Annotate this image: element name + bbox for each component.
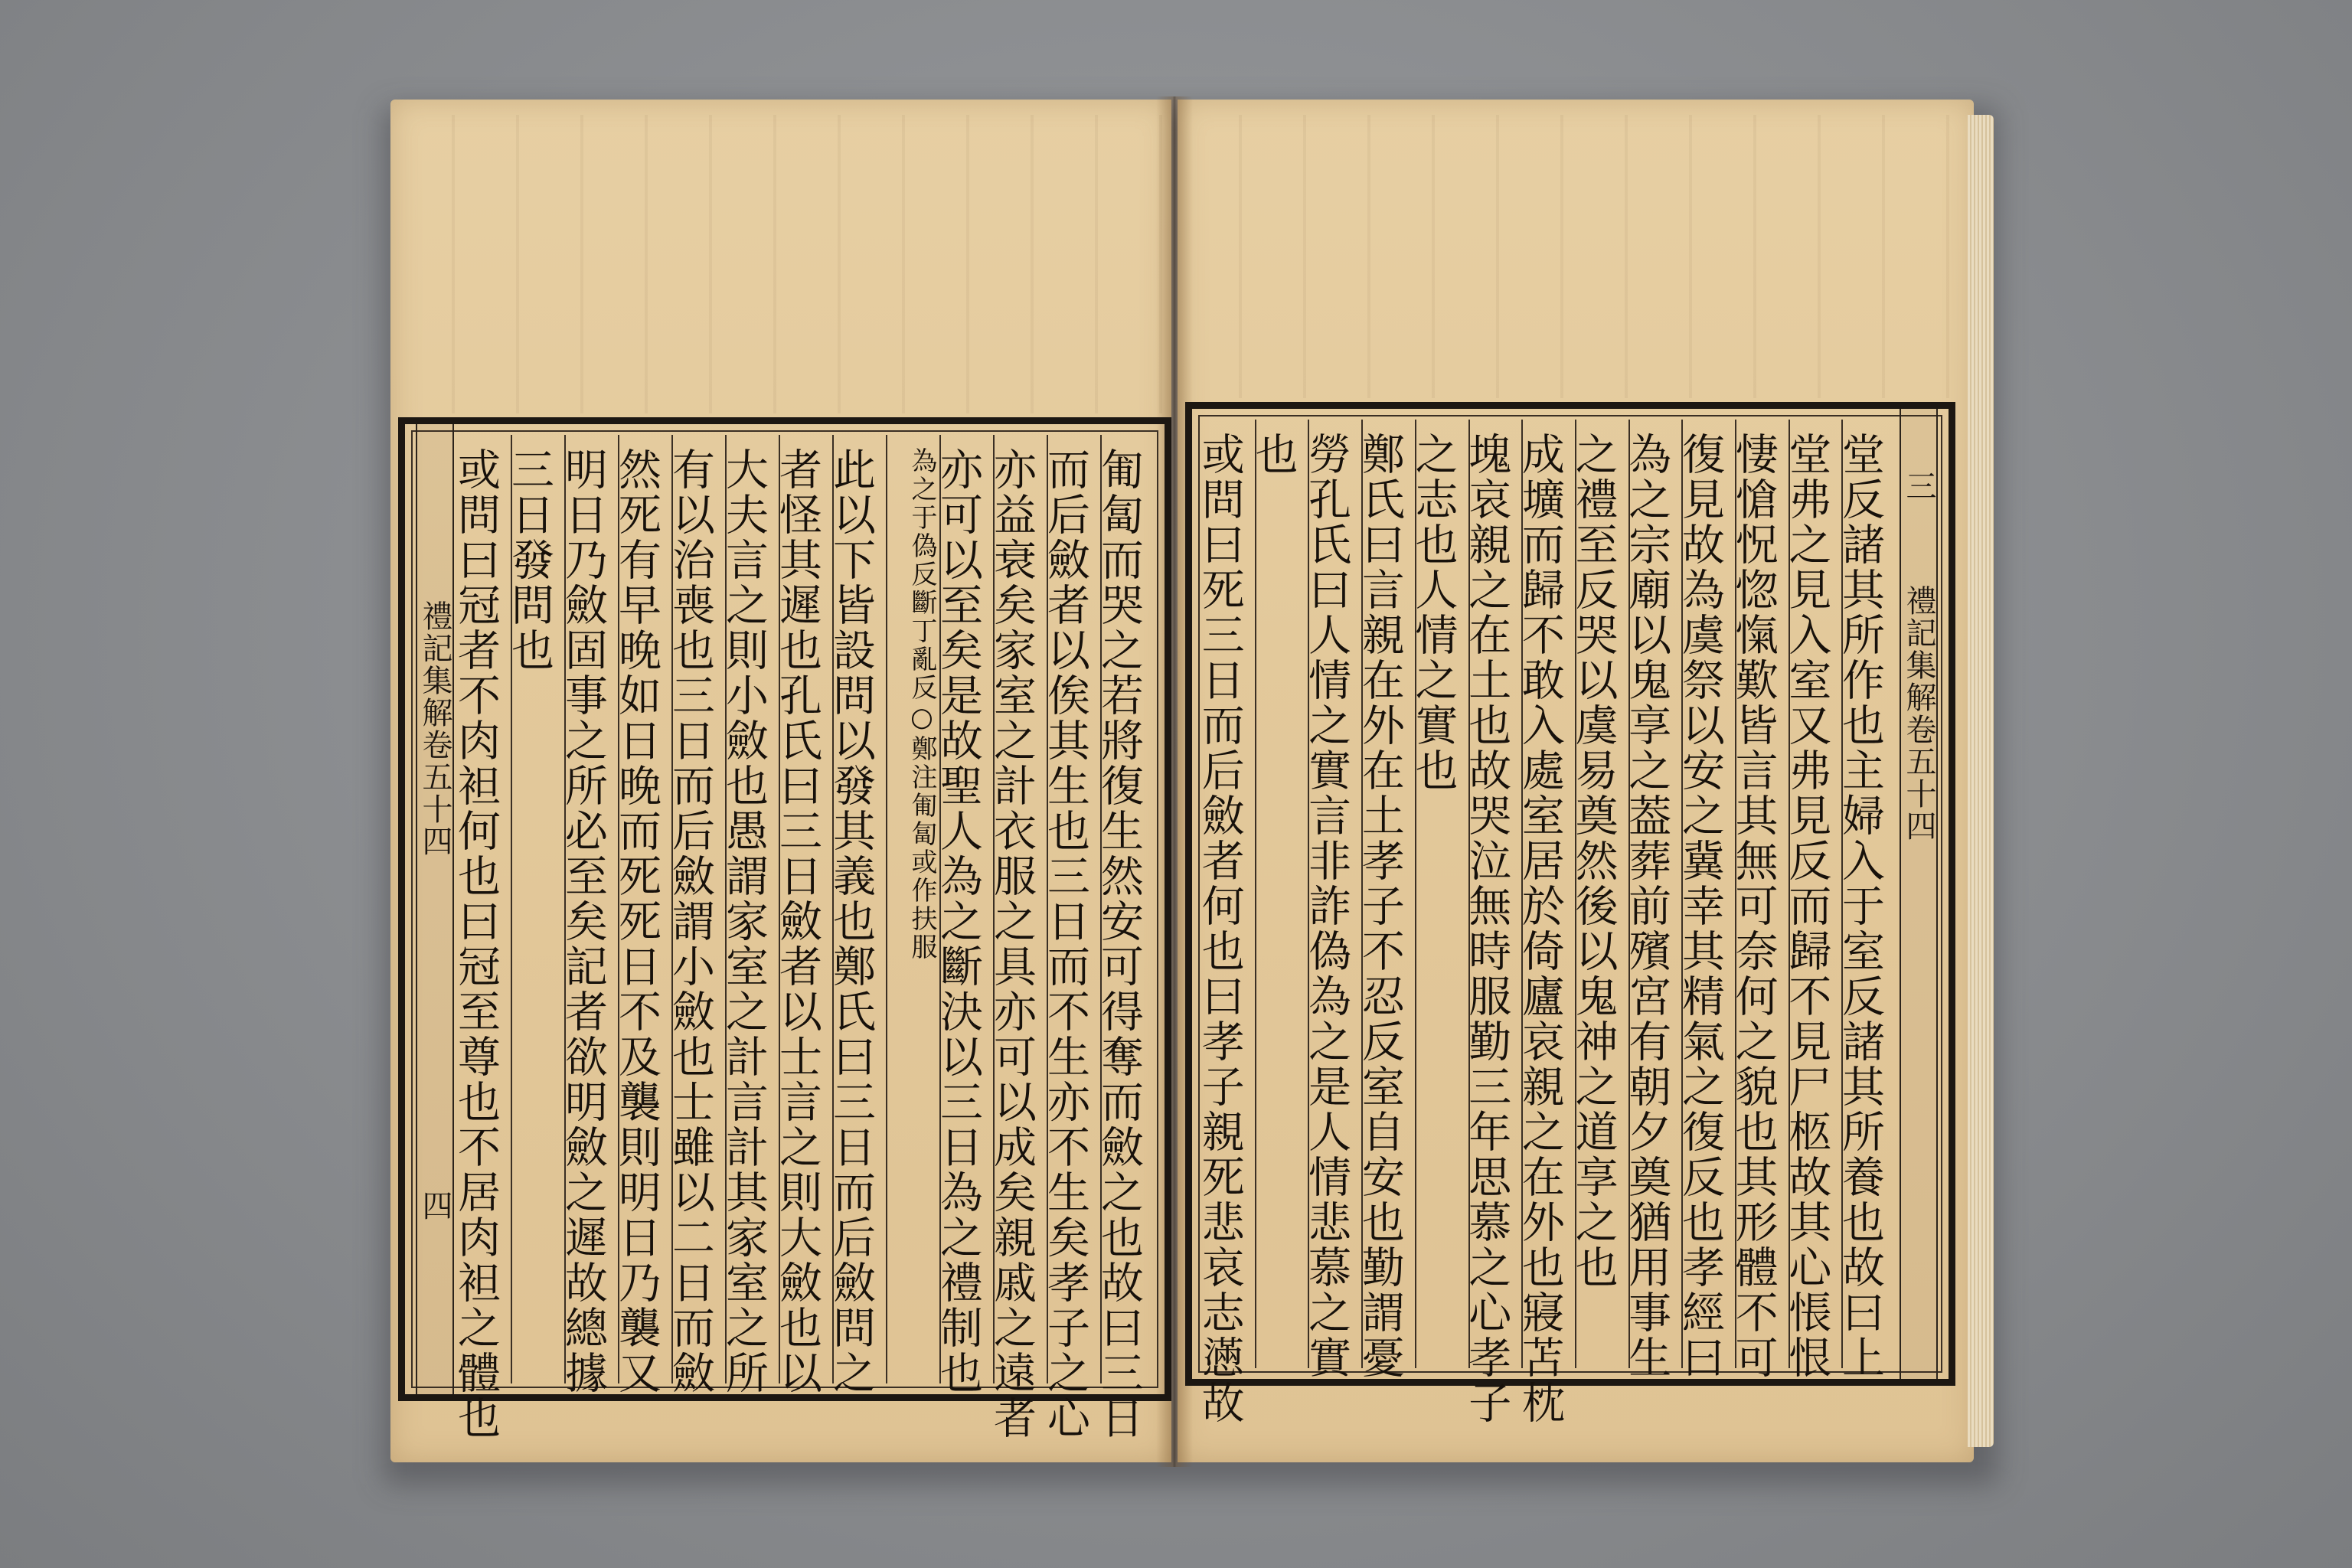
page-stack-edge (1968, 115, 1994, 1447)
left-column-5 (886, 435, 939, 1383)
right-column-1 (1835, 420, 1895, 1380)
column-text: 匍匐而哭之若將復生然安可得奪而斂之也故曰三日 (1094, 447, 1144, 1441)
left-column-7 (773, 435, 832, 1396)
right-column-3 (1728, 420, 1788, 1380)
right-column-4 (1674, 420, 1735, 1380)
left-column-8 (719, 435, 779, 1396)
column-text: 大夫言之則小斂也愚謂家室之計言計其家室之所 (719, 447, 769, 1396)
left-column-3 (987, 435, 1047, 1441)
left-column-9 (665, 435, 725, 1396)
column-text: 成壙而歸不敢入處室居於倚廬哀親之在外也寢苫枕 (1514, 432, 1565, 1426)
right-column-13 (1194, 420, 1255, 1426)
left-column-6 (826, 435, 886, 1396)
column-text: 復見故為虞祭以安之冀幸其精氣之復反也孝經曰 (1674, 432, 1725, 1380)
column-text: 為之于偽反斷丁亂反○鄭注匍匐或作扶服 (906, 447, 937, 962)
column-text: 或問曰冠者不肉袒何也曰冠至尊也不居肉袒之體也 (451, 447, 501, 1441)
left-text-block (398, 417, 1171, 1441)
column-text: 堂反諸其所作也主婦入于室反諸其所養也故曰上 (1835, 432, 1885, 1380)
right-column-12 (1248, 420, 1308, 1368)
column-text: 或問曰死三日而后斂者何也曰孝子親死悲哀志懣故 (1194, 432, 1245, 1426)
column-text: 者怪其遲也孔氏曰三日斂者以士言之則大斂也以 (773, 447, 822, 1396)
upper-bleed-through (1178, 115, 1974, 398)
column-text: 鄭氏曰言親在外在土孝子不忍反室自安也勤謂憂 (1354, 432, 1405, 1380)
right-column-5 (1622, 420, 1682, 1380)
left-folio-number: 四 (417, 1190, 452, 1220)
column-text: 此以下皆設問以發其義也鄭氏曰三日而后斂問之 (826, 447, 876, 1396)
column-text: 勞孔氏曰人情之實言非詐偽為之是人情悲慕之實 (1302, 432, 1352, 1380)
column-text: 亦可以至矣是故聖人為之斷決以三日為之禮制也 (933, 447, 983, 1396)
column-text: 有以治喪也三日而后斂謂小斂也士雖以二日而斂 (665, 447, 715, 1396)
column-text: 明日乃斂固事之所必至矣記者欲明斂之遲故總據 (558, 447, 608, 1396)
right-margin-strip (1900, 409, 1938, 1379)
column-text: 亦益衰矣家室之計衣服之具亦可以成矣親戚之遠者 (987, 447, 1037, 1441)
column-text: 然死有早晚如日晚而死死日不及襲則明日乃襲又 (612, 447, 662, 1396)
upper-bleed-through (390, 115, 1171, 413)
left-column-12 (505, 435, 564, 1383)
column-text: 塊哀親之在土也故哭泣無時服勤三年思慕之心孝子 (1462, 432, 1512, 1426)
right-column-10 (1354, 420, 1415, 1380)
left-columns (451, 435, 1154, 1441)
left-column-11 (558, 435, 618, 1396)
left-column-2 (1040, 435, 1100, 1441)
column-text: 悽愴怳惚愾歎皆言其無可奈何之貌也其形體不可 (1728, 432, 1779, 1380)
right-column-6 (1568, 420, 1628, 1368)
column-text: 之禮至反哭以虞易奠然後以鬼神之道享之也 (1568, 432, 1619, 1290)
left-column-13 (451, 435, 511, 1441)
column-text: 堂弗之見入室又弗見反而歸不見尸柩故其心悵恨 (1782, 432, 1832, 1380)
column-text: 三日發問也 (505, 447, 554, 673)
right-columns (1194, 420, 1895, 1426)
right-column-9 (1408, 420, 1468, 1368)
right-running-heading: 禮記集解卷五十四 (1901, 585, 1936, 842)
left-column-1 (1094, 435, 1154, 1441)
right-folio-number: 三 (1901, 470, 1936, 501)
left-column-4 (933, 435, 993, 1396)
right-column-8 (1462, 420, 1522, 1426)
right-column-7 (1514, 420, 1575, 1426)
right-column-2 (1782, 420, 1842, 1380)
right-text-block (1185, 402, 1955, 1426)
left-column-10 (612, 435, 671, 1396)
column-text: 之志也人情之實也 (1408, 432, 1459, 793)
column-text: 也 (1248, 432, 1298, 477)
left-running-heading: 禮記集解卷五十四 (417, 600, 452, 858)
right-column-11 (1302, 420, 1361, 1380)
column-text: 為之宗廟以鬼享之葢葬前殯宮有朝夕奠猶用事生 (1622, 432, 1672, 1380)
column-text: 而后斂者以俟其生也三日而不生亦不生矣孝子之心 (1040, 447, 1090, 1441)
